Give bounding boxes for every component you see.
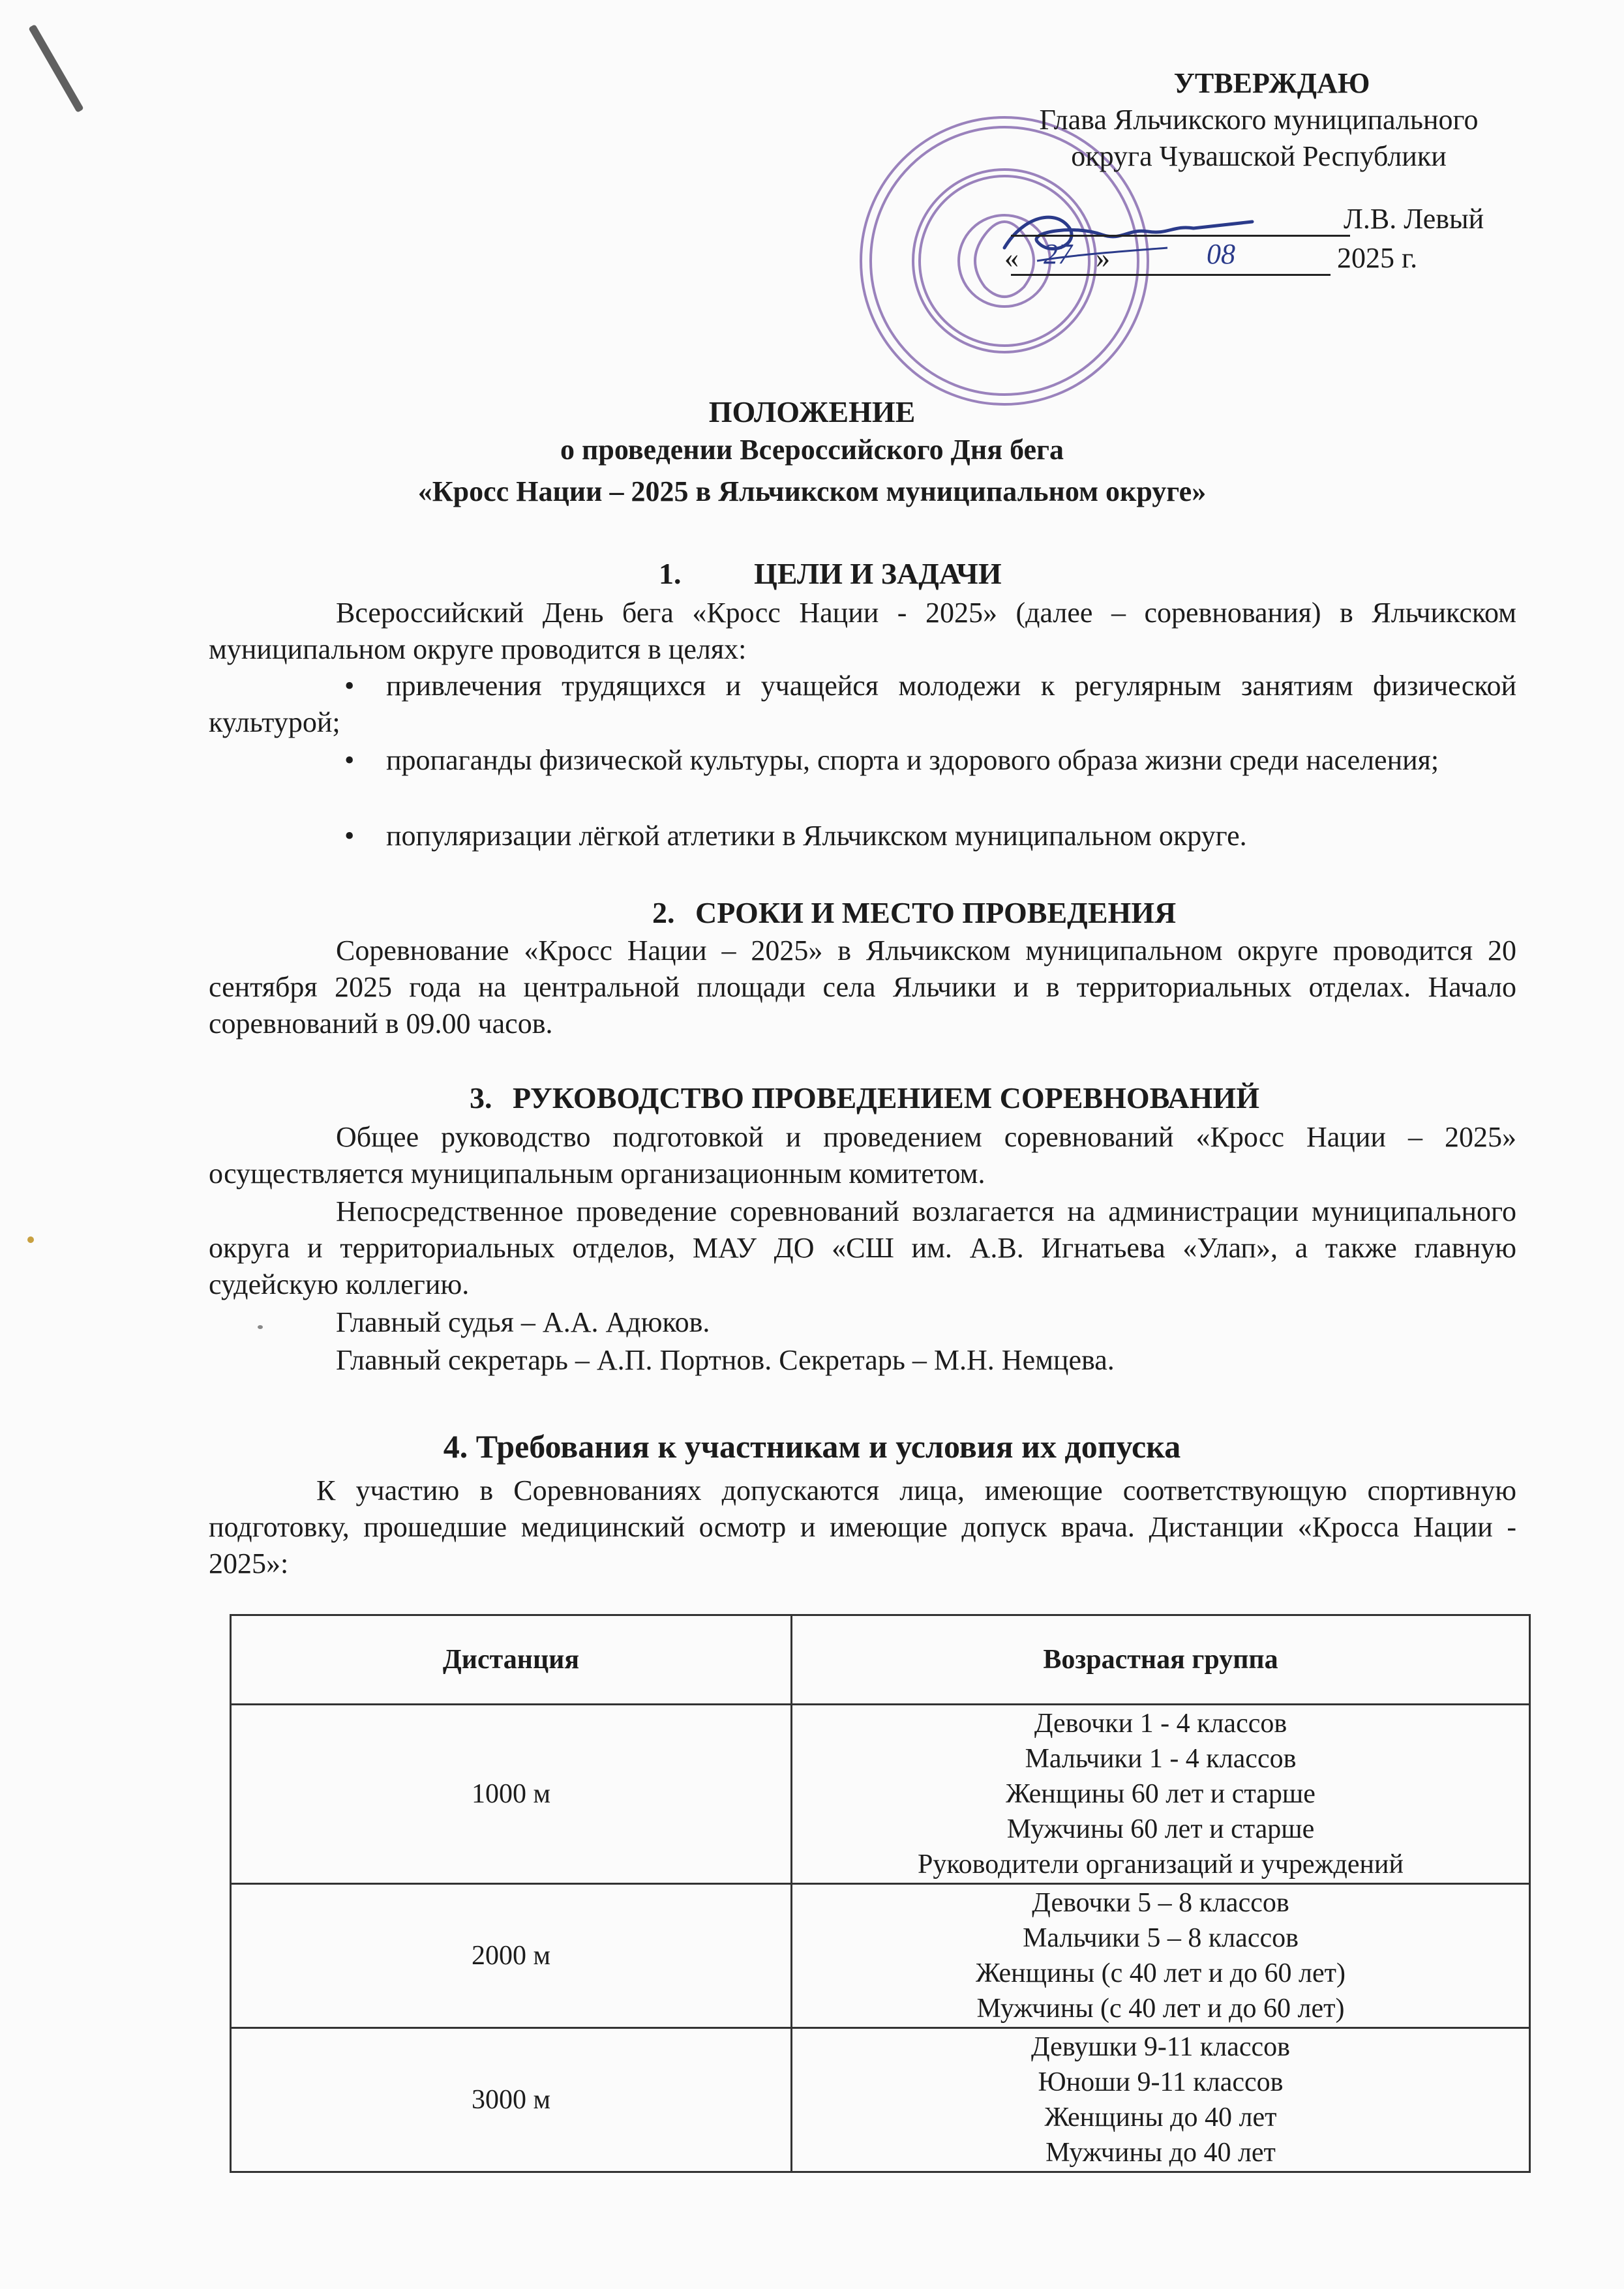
section1-bullet-1: • привлечения трудящихся и учащейся молодежи к регулярным занятиям физической культурой; xyxy=(209,668,1516,741)
approval-date xyxy=(998,240,1520,279)
table-row xyxy=(231,2028,1530,2172)
section3-chief-judge: Главный судья – А.А. Адюков. xyxy=(336,1306,710,1338)
age-group-cell: Девочки 5 – 8 классов Мальчики 5 – 8 классов Женщины (с 40 лет и до 60 лет) Мужчины (с 40 лет и до 60 лет) xyxy=(792,1884,1530,2028)
section3-heading xyxy=(470,1080,1259,1116)
section3-secretaries: Главный секретарь – А.П. Портнов. Секретарь – М.Н. Немцева. xyxy=(336,1344,1115,1376)
table-header-age-group: Возрастная группа xyxy=(792,1615,1530,1705)
approval-position-line1: Глава Яльчикского муниципального xyxy=(1039,104,1479,136)
document-title: ПОЛОЖЕНИЕ xyxy=(708,395,916,428)
bullet-icon: • xyxy=(344,744,355,776)
age-group-cell: Девочки 1 - 4 классов Мальчики 1 - 4 классов Женщины 60 лет и старше Мужчины 60 лет и старше Руководители организаций и учреждений xyxy=(792,1705,1530,1884)
section1-title: ЦЕЛИ И ЗАДАЧИ xyxy=(754,557,1002,590)
date-year: 2025 г. xyxy=(1337,242,1418,274)
document-subtitle-line1: о проведении Всероссийского Дня бега xyxy=(560,434,1064,466)
table-row xyxy=(231,1884,1530,2028)
bullet-icon: • xyxy=(344,670,355,702)
section1-heading xyxy=(659,556,1002,592)
section1-bullet-3: • популяризации лёгкой атлетики в Яльчикском муниципальном округе. xyxy=(209,818,1516,854)
date-day: 27 xyxy=(1044,238,1072,270)
date-close-quote: » xyxy=(1096,242,1110,274)
approval-heading: УТВЕРЖДАЮ xyxy=(1173,67,1370,99)
scan-speck xyxy=(258,1325,263,1329)
section4-text: К участию в Соревнованиях допускаются лица, имеющие соответствующую спортивную подготовку, прошедшие медицинский осмотр и имеющие допуск врача. Дистанции «Кросса Нации - 2025»: xyxy=(209,1474,1516,1579)
distance-table xyxy=(230,1614,1531,2173)
scan-artifact-mark xyxy=(28,24,83,113)
distance-cell: 3000 м xyxy=(231,2028,792,2172)
approval-position-line2: округа Чувашской Республики xyxy=(1071,140,1447,172)
distance-cell: 2000 м xyxy=(231,1884,792,2028)
section3-number: 3. xyxy=(470,1081,492,1115)
age-group-cell: Девушки 9-11 классов Юноши 9-11 классов Женщины до 40 лет Мужчины до 40 лет xyxy=(792,2028,1530,2172)
signatory-name: Л.В. Левый xyxy=(1344,203,1484,235)
section2-heading xyxy=(652,895,1176,931)
document-subtitle-line2: «Кросс Нации – 2025 в Яльчикском муниципальном округе» xyxy=(417,475,1207,507)
approval-block xyxy=(998,65,1520,279)
signature-row xyxy=(998,201,1520,240)
date-line xyxy=(1011,274,1331,276)
section2-text: Соревнование «Кросс Нации – 2025» в Яльчикском муниципальном округе проводится 20 сентября 2025 года на центральной площади села Яльчики и в территориальных отделах. Начало соревнований в 09.00 часов. xyxy=(209,935,1516,1040)
section1-bullet-2: • пропаганды физической культуры, спорта и здорового образа жизни среди населения; xyxy=(209,742,1516,779)
scan-speck xyxy=(27,1236,34,1243)
section3-paragraph-2: Непосредственное проведение соревнований возлагается на администрации муниципального округа и территориальных отделов, МАУ ДО «СШ им. А.В. Игнатьева «Улап», а также главную судейскую коллегию. xyxy=(209,1195,1516,1300)
section2-number: 2. xyxy=(652,896,675,929)
section4-heading: 4. Требования к участникам и условия их допуска xyxy=(443,1428,1181,1465)
date-open-quote: « xyxy=(1004,242,1019,274)
table-row xyxy=(231,1705,1530,1884)
bullet-icon: • xyxy=(344,820,355,852)
distance-cell: 1000 м xyxy=(231,1705,792,1884)
section2-title: СРОКИ И МЕСТО ПРОВЕДЕНИЯ xyxy=(695,896,1177,929)
section1-number: 1. xyxy=(659,557,682,590)
table-header-distance: Дистанция xyxy=(231,1615,792,1705)
date-month: 08 xyxy=(1207,238,1235,270)
table-header-row xyxy=(231,1615,1530,1705)
section3-paragraph-1: Общее руководство подготовкой и проведением соревнований «Кросс Нации – 2025» осуществляется муниципальным организационным комитетом. xyxy=(209,1121,1516,1189)
section3-title: РУКОВОДСТВО ПРОВЕДЕНИЕМ СОРЕВНОВАНИЙ xyxy=(513,1081,1259,1115)
section1-intro: Всероссийский День бега «Кросс Нации - 2025» (далее – соревнования) в Яльчикском муниципальном округе проводится в целях: xyxy=(209,597,1516,665)
